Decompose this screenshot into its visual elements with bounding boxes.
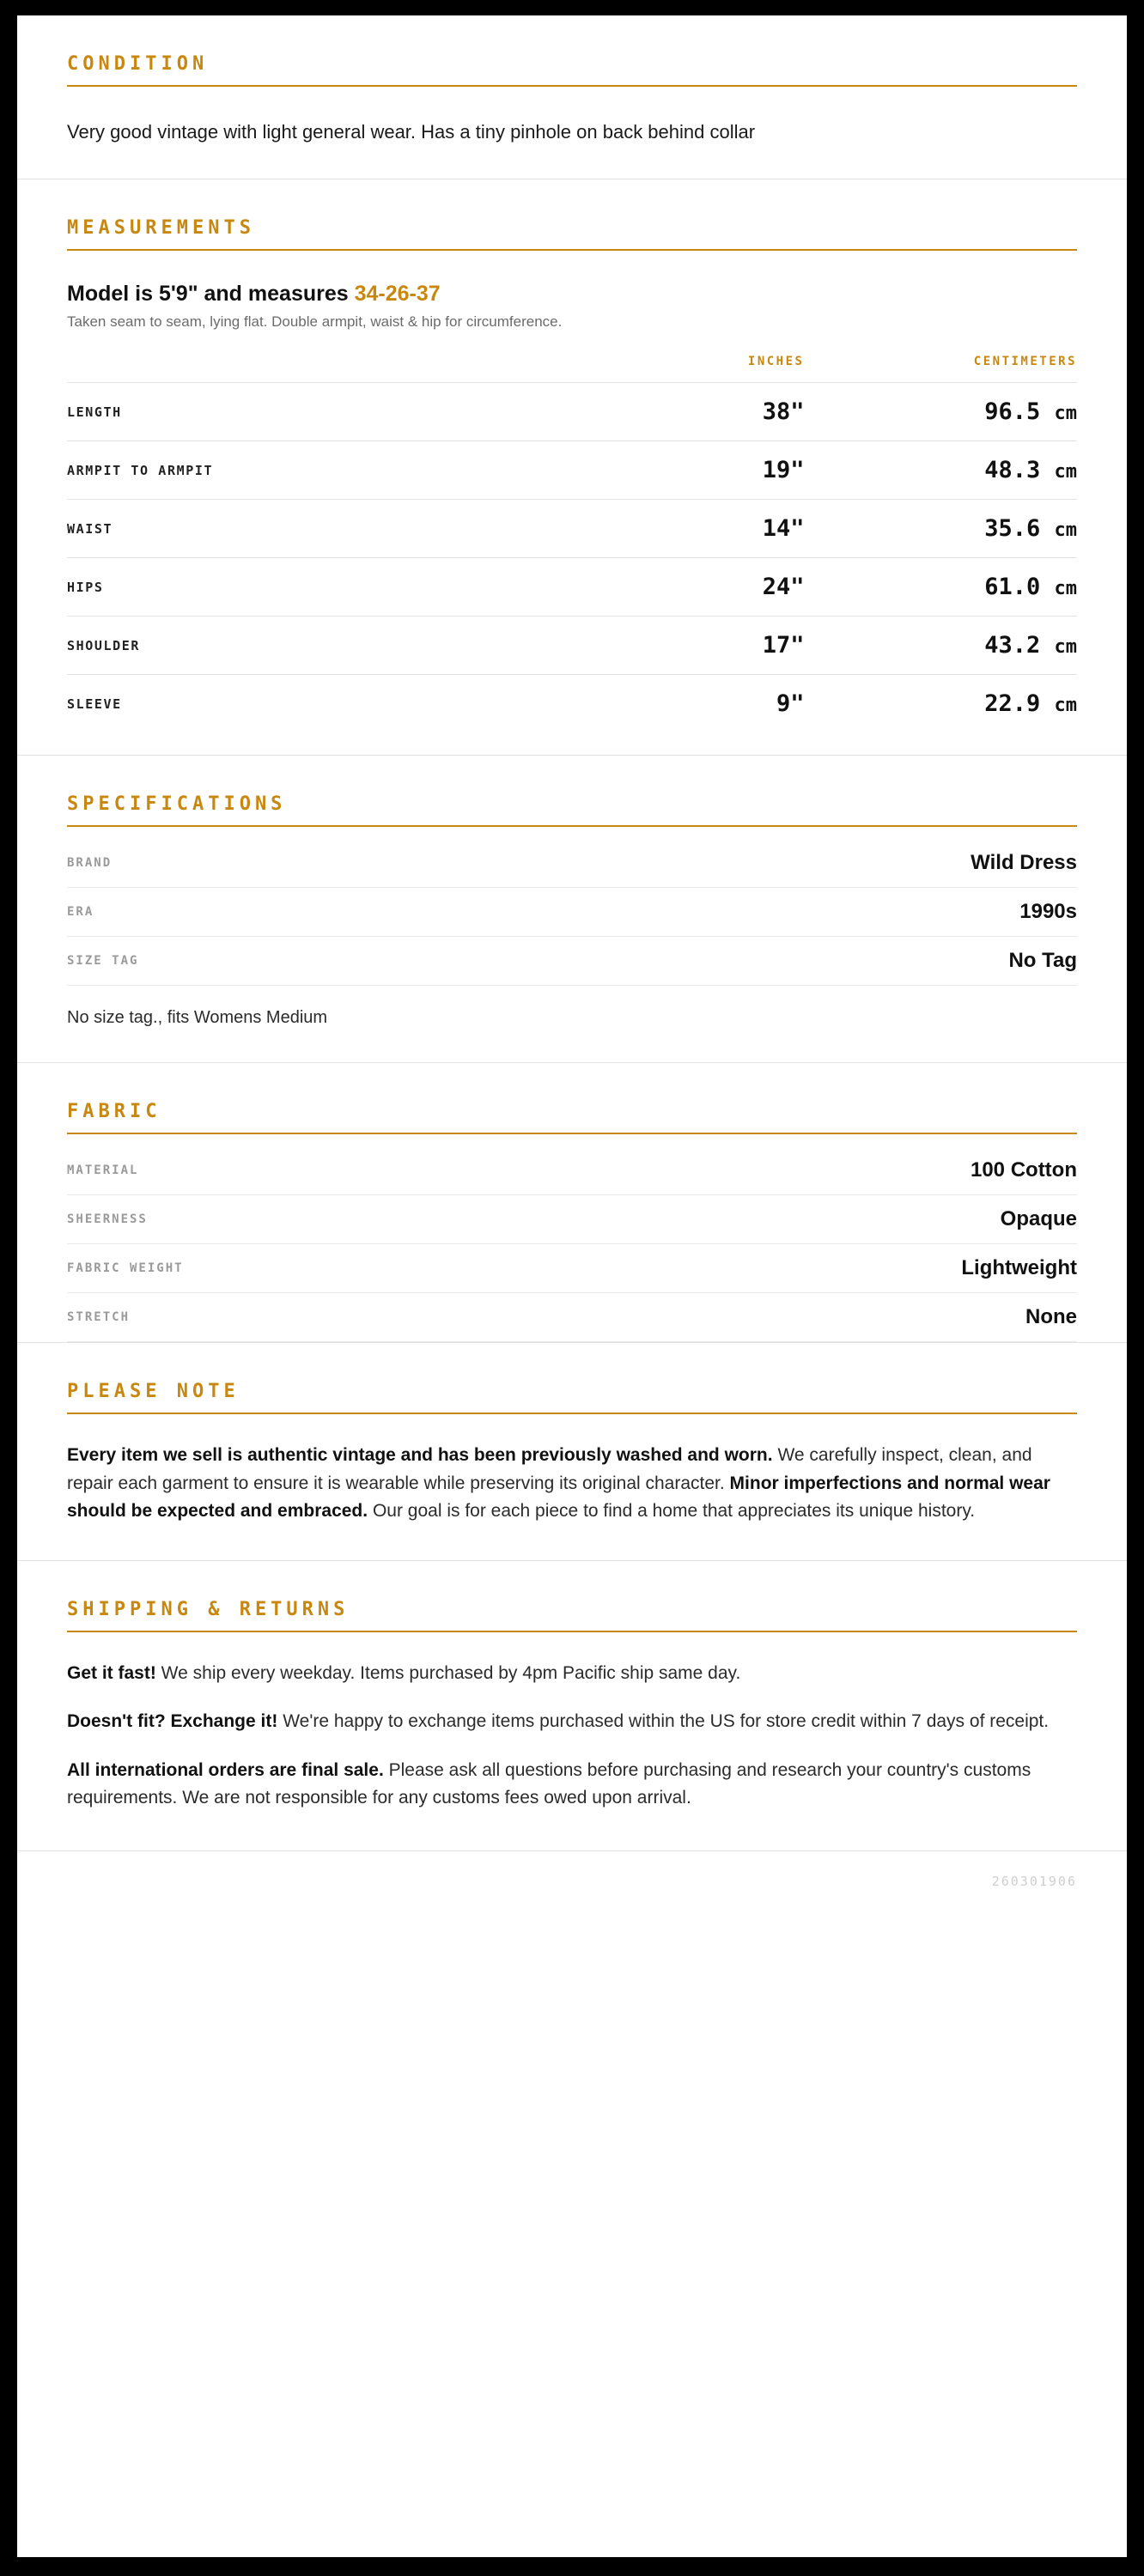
please-note-bold-2: Minor imperfections and normal wear should be expected and embraced. <box>67 1473 1050 1522</box>
section-specifications <box>17 756 1127 1063</box>
section-divider-condition <box>67 85 1077 87</box>
table-row <box>67 937 1077 986</box>
section-divider-specifications <box>67 825 1077 827</box>
section-title-condition: CONDITION <box>67 53 209 75</box>
table-row <box>67 1195 1077 1244</box>
table-row <box>67 839 1077 888</box>
shipping-text-1: We ship every weekday. Items purchased by 4pm Pacific ship same day. <box>155 1662 741 1683</box>
measurement-cm-unit: cm <box>1054 519 1077 541</box>
measurement-inches: 9" <box>532 675 805 733</box>
measurement-label: SLEEVE <box>67 675 532 733</box>
section-title-specifications: SPECIFICATIONS <box>67 793 287 815</box>
shipping-text-2: We're happy to exchange items purchased within the US for store credit within 7 days of receipt. <box>277 1711 1050 1732</box>
table-row <box>67 441 1077 500</box>
spec-key: ERA <box>67 888 473 937</box>
section-title-fabric: FABRIC <box>67 1101 161 1122</box>
please-note-text-2: Our goal is for each piece to find a home that appreciates its unique history. <box>368 1501 976 1522</box>
fabric-key: SHEERNESS <box>67 1195 574 1244</box>
measurements-header-centimeters: CENTIMETERS <box>973 355 1077 368</box>
section-shipping-returns <box>17 1561 1127 1851</box>
measurements-subtitle: Taken seam to seam, lying flat. Double armpit, waist & hip for circumference. <box>67 313 563 330</box>
fabric-value: 100 Cotton <box>574 1146 1077 1195</box>
measurement-inches: 38" <box>532 383 805 441</box>
measurement-cm-unit: cm <box>1054 636 1077 658</box>
section-title-measurements: MEASUREMENTS <box>67 217 255 239</box>
measurement-cm-unit: cm <box>1054 695 1077 716</box>
shipping-paragraph-3 <box>67 1757 1077 1813</box>
spec-value: 1990s <box>473 888 1077 937</box>
measurement-centimeters <box>804 558 1077 617</box>
measurement-cm-unit: cm <box>1054 461 1077 483</box>
measurement-cm-unit: cm <box>1054 403 1077 424</box>
please-note-body <box>67 1419 1077 1560</box>
section-condition <box>17 15 1127 179</box>
fabric-key: MATERIAL <box>67 1146 574 1195</box>
section-please-note <box>17 1343 1127 1561</box>
measurement-label: ARMPIT TO ARMPIT <box>67 441 532 500</box>
spec-value: Wild Dress <box>473 839 1077 888</box>
measurement-label: HIPS <box>67 558 532 617</box>
measurement-cm-value: 22.9 <box>984 690 1041 717</box>
section-measurements <box>17 179 1127 756</box>
measurements-header-row <box>67 349 1077 383</box>
measurement-cm-value: 61.0 <box>984 574 1041 600</box>
spec-key: SIZE TAG <box>67 937 473 986</box>
section-title-shipping-returns: SHIPPING & RETURNS <box>67 1598 350 1620</box>
measurement-centimeters <box>804 441 1077 500</box>
shipping-bold-2: Doesn't fit? Exchange it! <box>67 1711 278 1732</box>
shipping-text-3: Please ask all questions before purchasing and research your country's customs requirements. We are not responsible for any customs fees owed upon arrival. <box>67 1759 1031 1808</box>
model-measurements: 34-26-37 <box>354 282 441 306</box>
model-info <box>67 256 1077 307</box>
specifications-table <box>67 839 1077 986</box>
measurement-inches: 14" <box>532 500 805 558</box>
table-row <box>67 1293 1077 1342</box>
section-divider-shipping-returns <box>67 1631 1077 1632</box>
fabric-value: Lightweight <box>574 1244 1077 1293</box>
table-row <box>67 675 1077 733</box>
fabric-table <box>67 1146 1077 1342</box>
please-note-text-1: We carefully inspect, clean, and repair each garment to ensure it is wearable while preserving its original character. <box>67 1445 1032 1493</box>
measurement-centimeters <box>804 383 1077 441</box>
measurements-header-blank <box>67 349 532 383</box>
table-row <box>67 1146 1077 1195</box>
fabric-value: None <box>574 1293 1077 1342</box>
measurement-label: WAIST <box>67 500 532 558</box>
measurement-label: SHOULDER <box>67 617 532 675</box>
table-row <box>67 383 1077 441</box>
section-divider-fabric <box>67 1133 1077 1134</box>
section-divider-measurements <box>67 249 1077 251</box>
section-fabric <box>17 1063 1127 1343</box>
condition-description: Very good vintage with light general wear. Has a tiny pinhole on back behind collar <box>67 121 756 143</box>
specifications-note: No size tag., fits Womens Medium <box>67 1008 328 1027</box>
section-title-please-note: PLEASE NOTE <box>67 1381 240 1402</box>
shipping-body <box>67 1637 1077 1850</box>
table-row <box>67 617 1077 675</box>
fabric-key: FABRIC WEIGHT <box>67 1244 574 1293</box>
measurement-cm-value: 35.6 <box>984 515 1041 542</box>
measurement-centimeters <box>804 500 1077 558</box>
measurement-cm-value: 96.5 <box>984 398 1041 425</box>
measurement-inches: 24" <box>532 558 805 617</box>
table-row <box>67 500 1077 558</box>
measurement-cm-unit: cm <box>1054 578 1077 599</box>
measurement-centimeters <box>804 675 1077 733</box>
shipping-paragraph-1 <box>67 1660 1077 1688</box>
shipping-bold-3: All international orders are final sale. <box>67 1759 384 1780</box>
please-note-bold-1: Every item we sell is authentic vintage and has been previously washed and worn. <box>67 1445 773 1465</box>
table-row <box>67 1244 1077 1293</box>
shipping-paragraph-2 <box>67 1708 1077 1736</box>
product-details-sheet <box>17 15 1127 2557</box>
spec-value: No Tag <box>473 937 1077 986</box>
measurement-cm-value: 48.3 <box>984 457 1041 483</box>
measurement-inches: 19" <box>532 441 805 500</box>
section-divider-please-note <box>67 1413 1077 1414</box>
measurement-centimeters <box>804 617 1077 675</box>
spec-key: BRAND <box>67 839 473 888</box>
fabric-key: STRETCH <box>67 1293 574 1342</box>
fabric-value: Opaque <box>574 1195 1077 1244</box>
measurement-label: LENGTH <box>67 383 532 441</box>
measurements-header-inches: INCHES <box>747 355 805 368</box>
table-row <box>67 558 1077 617</box>
model-info-prefix: Model is 5'9" and measures <box>67 282 355 306</box>
shipping-bold-1: Get it fast! <box>67 1662 156 1683</box>
measurements-table <box>67 349 1077 732</box>
measurement-inches: 17" <box>532 617 805 675</box>
item-id: 260301906 <box>991 1873 1077 1889</box>
table-row <box>67 888 1077 937</box>
measurement-cm-value: 43.2 <box>984 632 1041 659</box>
